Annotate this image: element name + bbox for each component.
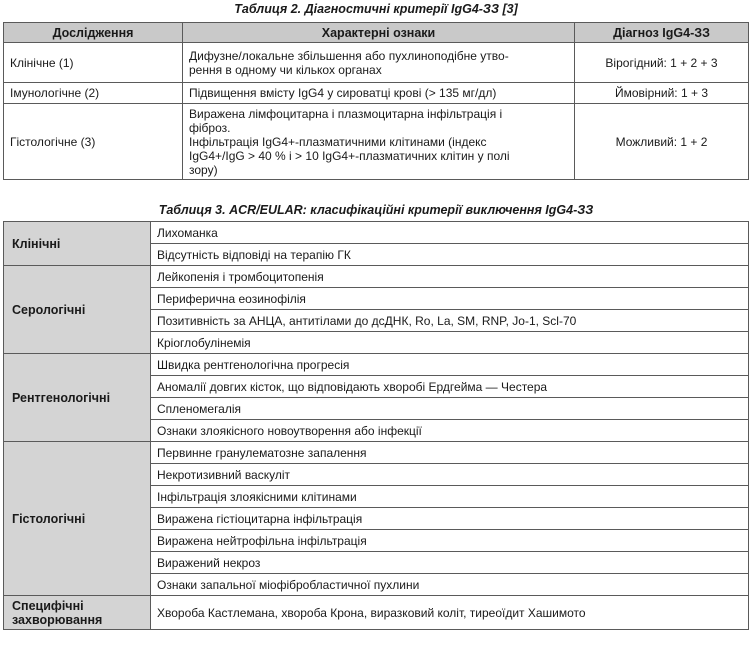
column-header-study: Дослідження bbox=[4, 23, 183, 43]
criterion-cell: Лейкопенія і тромбоцитопенія bbox=[151, 266, 749, 288]
criterion-cell: Позитивність за АНЦА, антитілами до дсДНК, Ro, La, SM, RNP, Jo-1, Scl-70 bbox=[151, 310, 749, 332]
diagnosis-cell: Вірогідний: 1 + 2 + 3 bbox=[575, 43, 749, 83]
criterion-cell: Швидка рентгенологічна прогресія bbox=[151, 354, 749, 376]
table-row bbox=[4, 83, 749, 104]
criterion-cell: Спленомегалія bbox=[151, 398, 749, 420]
table-row bbox=[4, 442, 749, 464]
diagnostic-criteria-table bbox=[3, 22, 749, 180]
features-cell: Виражена лімфоцитарна і плазмоцитарна інфільтрація і фіброз. Інфільтрація IgG4+-плазматичними клітинами (індекс IgG4+/IgG > 40 % і > 10 IgG4+-плазматичних клітин у полі зору) bbox=[183, 104, 575, 180]
table-row bbox=[4, 354, 749, 376]
criterion-cell: Лихоманка bbox=[151, 222, 749, 244]
table-header-row bbox=[4, 23, 749, 43]
study-cell: Гістологічне (3) bbox=[4, 104, 183, 180]
criterion-cell: Кріоглобулінемія bbox=[151, 332, 749, 354]
table-row bbox=[4, 266, 749, 288]
features-cell: Підвищення вмісту IgG4 у сироватці крові (> 135 мг/дл) bbox=[183, 83, 575, 104]
diagnosis-cell: Можливий: 1 + 2 bbox=[575, 104, 749, 180]
criterion-cell: Інфільтрація злоякісними клітинами bbox=[151, 486, 749, 508]
column-header-diagnosis: Діагноз IgG4-ЗЗ bbox=[575, 23, 749, 43]
study-cell: Клінічне (1) bbox=[4, 43, 183, 83]
criterion-cell: Первинне гранулематозне запалення bbox=[151, 442, 749, 464]
table-row bbox=[4, 222, 749, 244]
exclusion-criteria-table bbox=[3, 221, 749, 630]
criterion-cell: Виражена нейтрофільна інфільтрація bbox=[151, 530, 749, 552]
study-cell: Імунологічне (2) bbox=[4, 83, 183, 104]
table-3-caption: Таблиця 3. ACR/EULAR: класифікаційні критерії виключення IgG4-ЗЗ bbox=[158, 203, 594, 217]
criterion-cell: Хвороба Кастлемана, хвороба Крона, виразковий коліт, тиреоїдит Хашимото bbox=[151, 596, 749, 630]
criterion-cell: Некротизивний васкуліт bbox=[151, 464, 749, 486]
category-cell: Серологічні bbox=[4, 266, 151, 354]
criterion-cell: Виражений некроз bbox=[151, 552, 749, 574]
diagnosis-cell: Ймовірний: 1 + 3 bbox=[575, 83, 749, 104]
criterion-cell: Ознаки злоякісного новоутворення або інфекції bbox=[151, 420, 749, 442]
category-cell: Рентгенологічні bbox=[4, 354, 151, 442]
table-row bbox=[4, 104, 749, 180]
criterion-cell: Аномалії довгих кісток, що відповідають хворобі Ердгейма — Честера bbox=[151, 376, 749, 398]
criterion-cell: Периферична еозинофілія bbox=[151, 288, 749, 310]
category-cell: Специфічні захворювання bbox=[4, 596, 151, 630]
column-header-features: Характерні ознаки bbox=[183, 23, 575, 43]
table-2-caption: Таблиця 2. Діагностичні критерії IgG4-ЗЗ [3] bbox=[234, 2, 518, 16]
table-row bbox=[4, 43, 749, 83]
criterion-cell: Ознаки запальної міофібробластичної пухлини bbox=[151, 574, 749, 596]
features-cell: Дифузне/локальне збільшення або пухлиноподібне утво- рення в одному чи кількох органах bbox=[183, 43, 575, 83]
table-row bbox=[4, 596, 749, 630]
category-cell: Гістологічні bbox=[4, 442, 151, 596]
category-cell: Клінічні bbox=[4, 222, 151, 266]
criterion-cell: Виражена гістіоцитарна інфільтрація bbox=[151, 508, 749, 530]
criterion-cell: Відсутність відповіді на терапію ГК bbox=[151, 244, 749, 266]
